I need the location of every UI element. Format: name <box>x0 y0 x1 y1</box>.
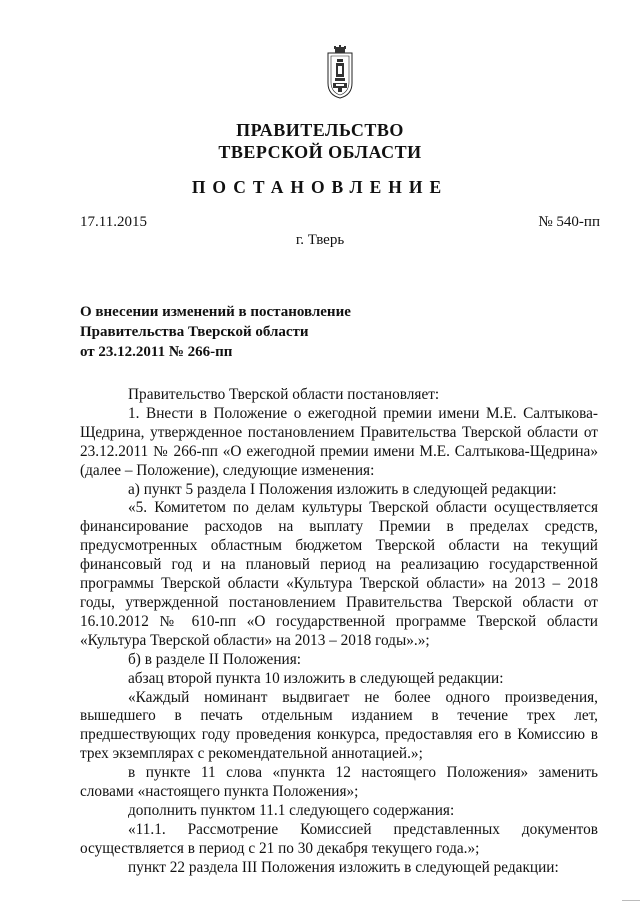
government-title: ПРАВИТЕЛЬСТВО <box>236 120 404 140</box>
document-type-title: ПОСТАНОВЛЕНИЕ <box>191 177 449 197</box>
document-number: № 540-пп <box>538 214 600 230</box>
body-paragraph: пункт 22 раздела III Положения изложить в следующей редакции: <box>128 858 559 876</box>
subject-line: от 23.12.2011 № 266-пп <box>80 344 233 360</box>
region-title: ТВЕРСКОЙ ОБЛАСТИ <box>218 142 422 162</box>
body-paragraph: 1. Внести в Положение о ежегодной премии имени М.Е. Салтыкова-Щедрина, утвержденное постановлением Правительства Тверской области от 23.12.2011 № 266-пп «О ежегодной премии имени М.Е. Салтыкова-Щедрина» (далее – Положение), следующие изменения: <box>80 404 598 479</box>
document-subject <box>80 302 420 362</box>
page-corner-mark <box>622 900 640 905</box>
body-paragraph: б) в разделе II Положения: <box>128 650 301 668</box>
body-paragraph: в пункте 11 слова «пункта 12 настоящего Положения» заменить словами «настоящего пункта Положения»; <box>80 764 598 801</box>
body-paragraph: Правительство Тверской области постановляет: <box>128 386 440 403</box>
subject-line: О внесении изменений в постановление <box>80 304 351 320</box>
body-paragraph: дополнить пунктом 11.1 следующего содержания: <box>128 801 455 819</box>
body-paragraph: «Каждый номинант выдвигает не более одного произведения, вышедшего в печать отдельным изданием в течение трех лет, предшествующих году проведения конкурса, предоставляя его в Комиссию в трех экземплярах с рекомендательной аннотацией.»; <box>80 688 598 763</box>
document-city: г. Тверь <box>295 232 345 248</box>
body-paragraph: абзац второй пункта 10 изложить в следующей редакции: <box>128 669 504 687</box>
document-body <box>80 386 598 878</box>
subject-line: Правительства Тверской области <box>80 324 309 340</box>
body-paragraph: «11.1. Рассмотрение Комиссией представленных документов осуществляется в период с 21 по 30 декабря текущего года.»; <box>80 820 598 857</box>
coat-of-arms-icon <box>326 45 354 99</box>
body-paragraph: а) пункт 5 раздела I Положения изложить в следующей редакции: <box>128 480 557 498</box>
body-paragraph: «5. Комитетом по делам культуры Тверской области осуществляется финансирование расходов на выплату Премии в пределах средств, предусмотренных областным бюджетом Тверской области на текущий финансовый год и на плановый период на реализацию государственной программы Тверской области «Культура Тверской области» на 2013 – 2018 годы, утвержденной постановлением Правительства Тверской области от 16.10.2012 № 610-пп «О государственной программе Тверской области «Культура Тверской области» на 2013 – 2018 годы».»; <box>80 499 598 649</box>
document-date: 17.11.2015 <box>80 214 147 230</box>
